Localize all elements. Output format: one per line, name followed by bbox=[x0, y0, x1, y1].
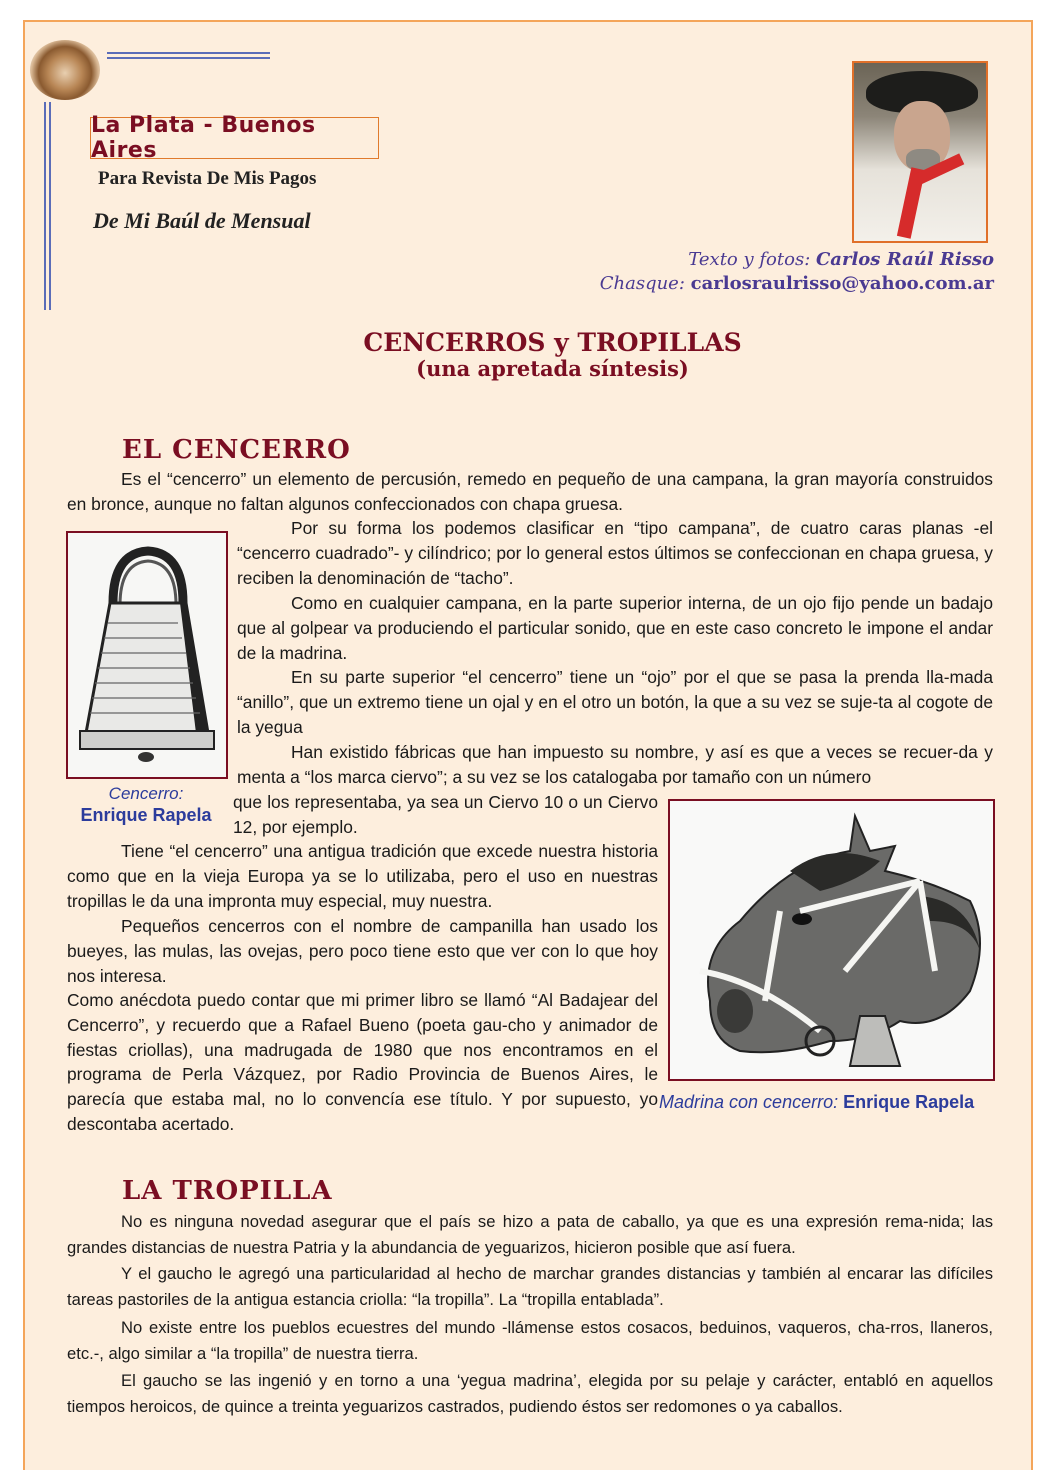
section-heading-cencerro: EL CENCERRO bbox=[122, 435, 351, 465]
tropilla-paragraph-2: Y el gaucho le agregó una particularidad al hecho de marchar grandes distancias y también al encarar las difíciles tareas pastoriles de la antigua estancia criolla: “la tropilla”. La “tropilla entablada”. bbox=[67, 1264, 993, 1309]
horse-head-drawing-icon bbox=[670, 801, 993, 1079]
tropilla-paragraph-3: No existe entre los pueblos ecuestres del mundo -llámense estos cosacos, beduinos, vaqueros, cha-rros, llaneros, etc.-, algo similar a “la tropilla” de nuestra tierra. bbox=[67, 1318, 993, 1363]
cencerro-paragraph-8: Como anécdota puedo contar que mi primer libro se llamó “Al Badajear del Cencerro”, y recuerdo que a Rafael Bueno (poeta gau-cho y animador de fiestas criollas), una madrugada de 1980 que nos encontramos en el programa de Perla Vázquez, por Radio Provincia de Buenos Aires, le parecía que estaba mal, no lo convencía ese título. Y por supuesto, yo descontaba acertado. bbox=[67, 990, 658, 1134]
location-label: La Plata - Buenos Aires bbox=[90, 117, 379, 159]
cencerro-paragraph-3: Como en cualquier campana, en la parte superior interna, de un ojo fijo pende un badajo que al golpear va produciendo el particular sonido, que en este caso concreto le impone el andar de la madrina. bbox=[237, 593, 993, 663]
column-title: De Mi Baúl de Mensual bbox=[93, 208, 311, 233]
cencerro-paragraph-7: Pequeños cencerros con el nombre de campanilla han usado los bueyes, las mulas, las ovejas, pero poco tiene esto que ver con lo que hoy nos interesa. bbox=[67, 916, 658, 986]
cencerro-paragraph-5-continued: que los representaba, ya sea un Ciervo 10 o un Ciervo 12, por ejemplo. bbox=[233, 792, 658, 837]
publication-label: Para Revista De Mis Pagos bbox=[98, 168, 317, 189]
article-subtitle: (una apretada síntesis) bbox=[416, 356, 689, 381]
figure-madrina-caption bbox=[659, 1092, 974, 1113]
author-contact bbox=[600, 273, 994, 294]
credit-name: Carlos Raúl Risso bbox=[815, 249, 994, 270]
credit-label: Texto y fotos bbox=[688, 249, 805, 270]
cencerro-paragraph-2: Por su forma los podemos clasificar en “tipo campana”, de cuatro caras planas -el “cencerro cuadrado”- y cilíndrico; por lo general estos últimos se confeccionan en chapa gruesa, y reciben la denominación de “tacho”. bbox=[237, 518, 993, 588]
figure-madrina-caption-label: Madrina con cencerro: bbox=[659, 1092, 839, 1112]
figure-cencerro-caption-label: Cencerro: bbox=[108, 784, 184, 803]
cencerro-paragraph-1: Es el “cencerro” un elemento de percusión, remedo en pequeño de una campana, la gran mayoría construidos en bronce, aunque no faltan algunos confeccionados con chapa gruesa. bbox=[67, 469, 993, 514]
article-title: CENCERROS y TROPILLAS bbox=[363, 328, 742, 357]
author-credit: Texto y fotos: Carlos Raúl Risso bbox=[688, 249, 994, 270]
contact-label: Chasque: bbox=[599, 273, 685, 294]
cencerro-paragraph-4: En su parte superior “el cencerro” tiene un “ojo” por el que se pasa la prenda lla-mada “anillo”, que un extremo tiene un ojal y en el otro un botón, la que a su vez se suje-ta al cogote de la yegua bbox=[237, 667, 993, 737]
cencerro-paragraph-5: Han existido fábricas que han impuesto su nombre, y así es que a veces se recuer-da y menta a “los marca ciervo”; a su vez se los catalogaba por tamaño con un número bbox=[237, 742, 993, 787]
figure-cencerro-caption-author: Enrique Rapela bbox=[80, 805, 212, 825]
figure-madrina-caption-author: Enrique Rapela bbox=[843, 1092, 975, 1112]
section-heading-tropilla: LA TROPILLA bbox=[122, 1176, 333, 1206]
cencerro-paragraph-6: Tiene “el cencerro” una antigua tradición que excede nuestra historia como que en la vieja Europa ya se lo utilizaba, pero el uso en nuestras tropillas le da una impronta muy especial, muy nuestra. bbox=[67, 841, 658, 911]
cencerro-drawing-icon bbox=[68, 533, 226, 777]
tropilla-paragraph-1: No es ninguna novedad asegurar que el país se hizo a pata de caballo, ya que es una expresión rema-nida; las grandes distancias de nuestra Patria y la abundancia de yeguarizos, hicieron posible que así fuera. bbox=[67, 1212, 993, 1257]
figure-cencerro bbox=[66, 531, 228, 779]
decorative-double-rule-horizontal bbox=[107, 52, 270, 59]
contact-email-link[interactable]: carlosraulrisso@yahoo.com.ar bbox=[690, 273, 994, 294]
figure-madrina bbox=[668, 799, 995, 1081]
tropilla-paragraph-4: El gaucho se las ingenió y en torno a una ‘yegua madrina’, elegida por su pelaje y carácter, entabló en aquellos tiempos heroicos, de quince a treinta yeguarizos castrados, pudiendo éstos ser redomones o ya caballos. bbox=[67, 1371, 993, 1416]
decorative-double-rule-vertical bbox=[44, 102, 51, 310]
author-photo bbox=[852, 61, 988, 243]
ornament-rosette-icon bbox=[30, 40, 100, 100]
